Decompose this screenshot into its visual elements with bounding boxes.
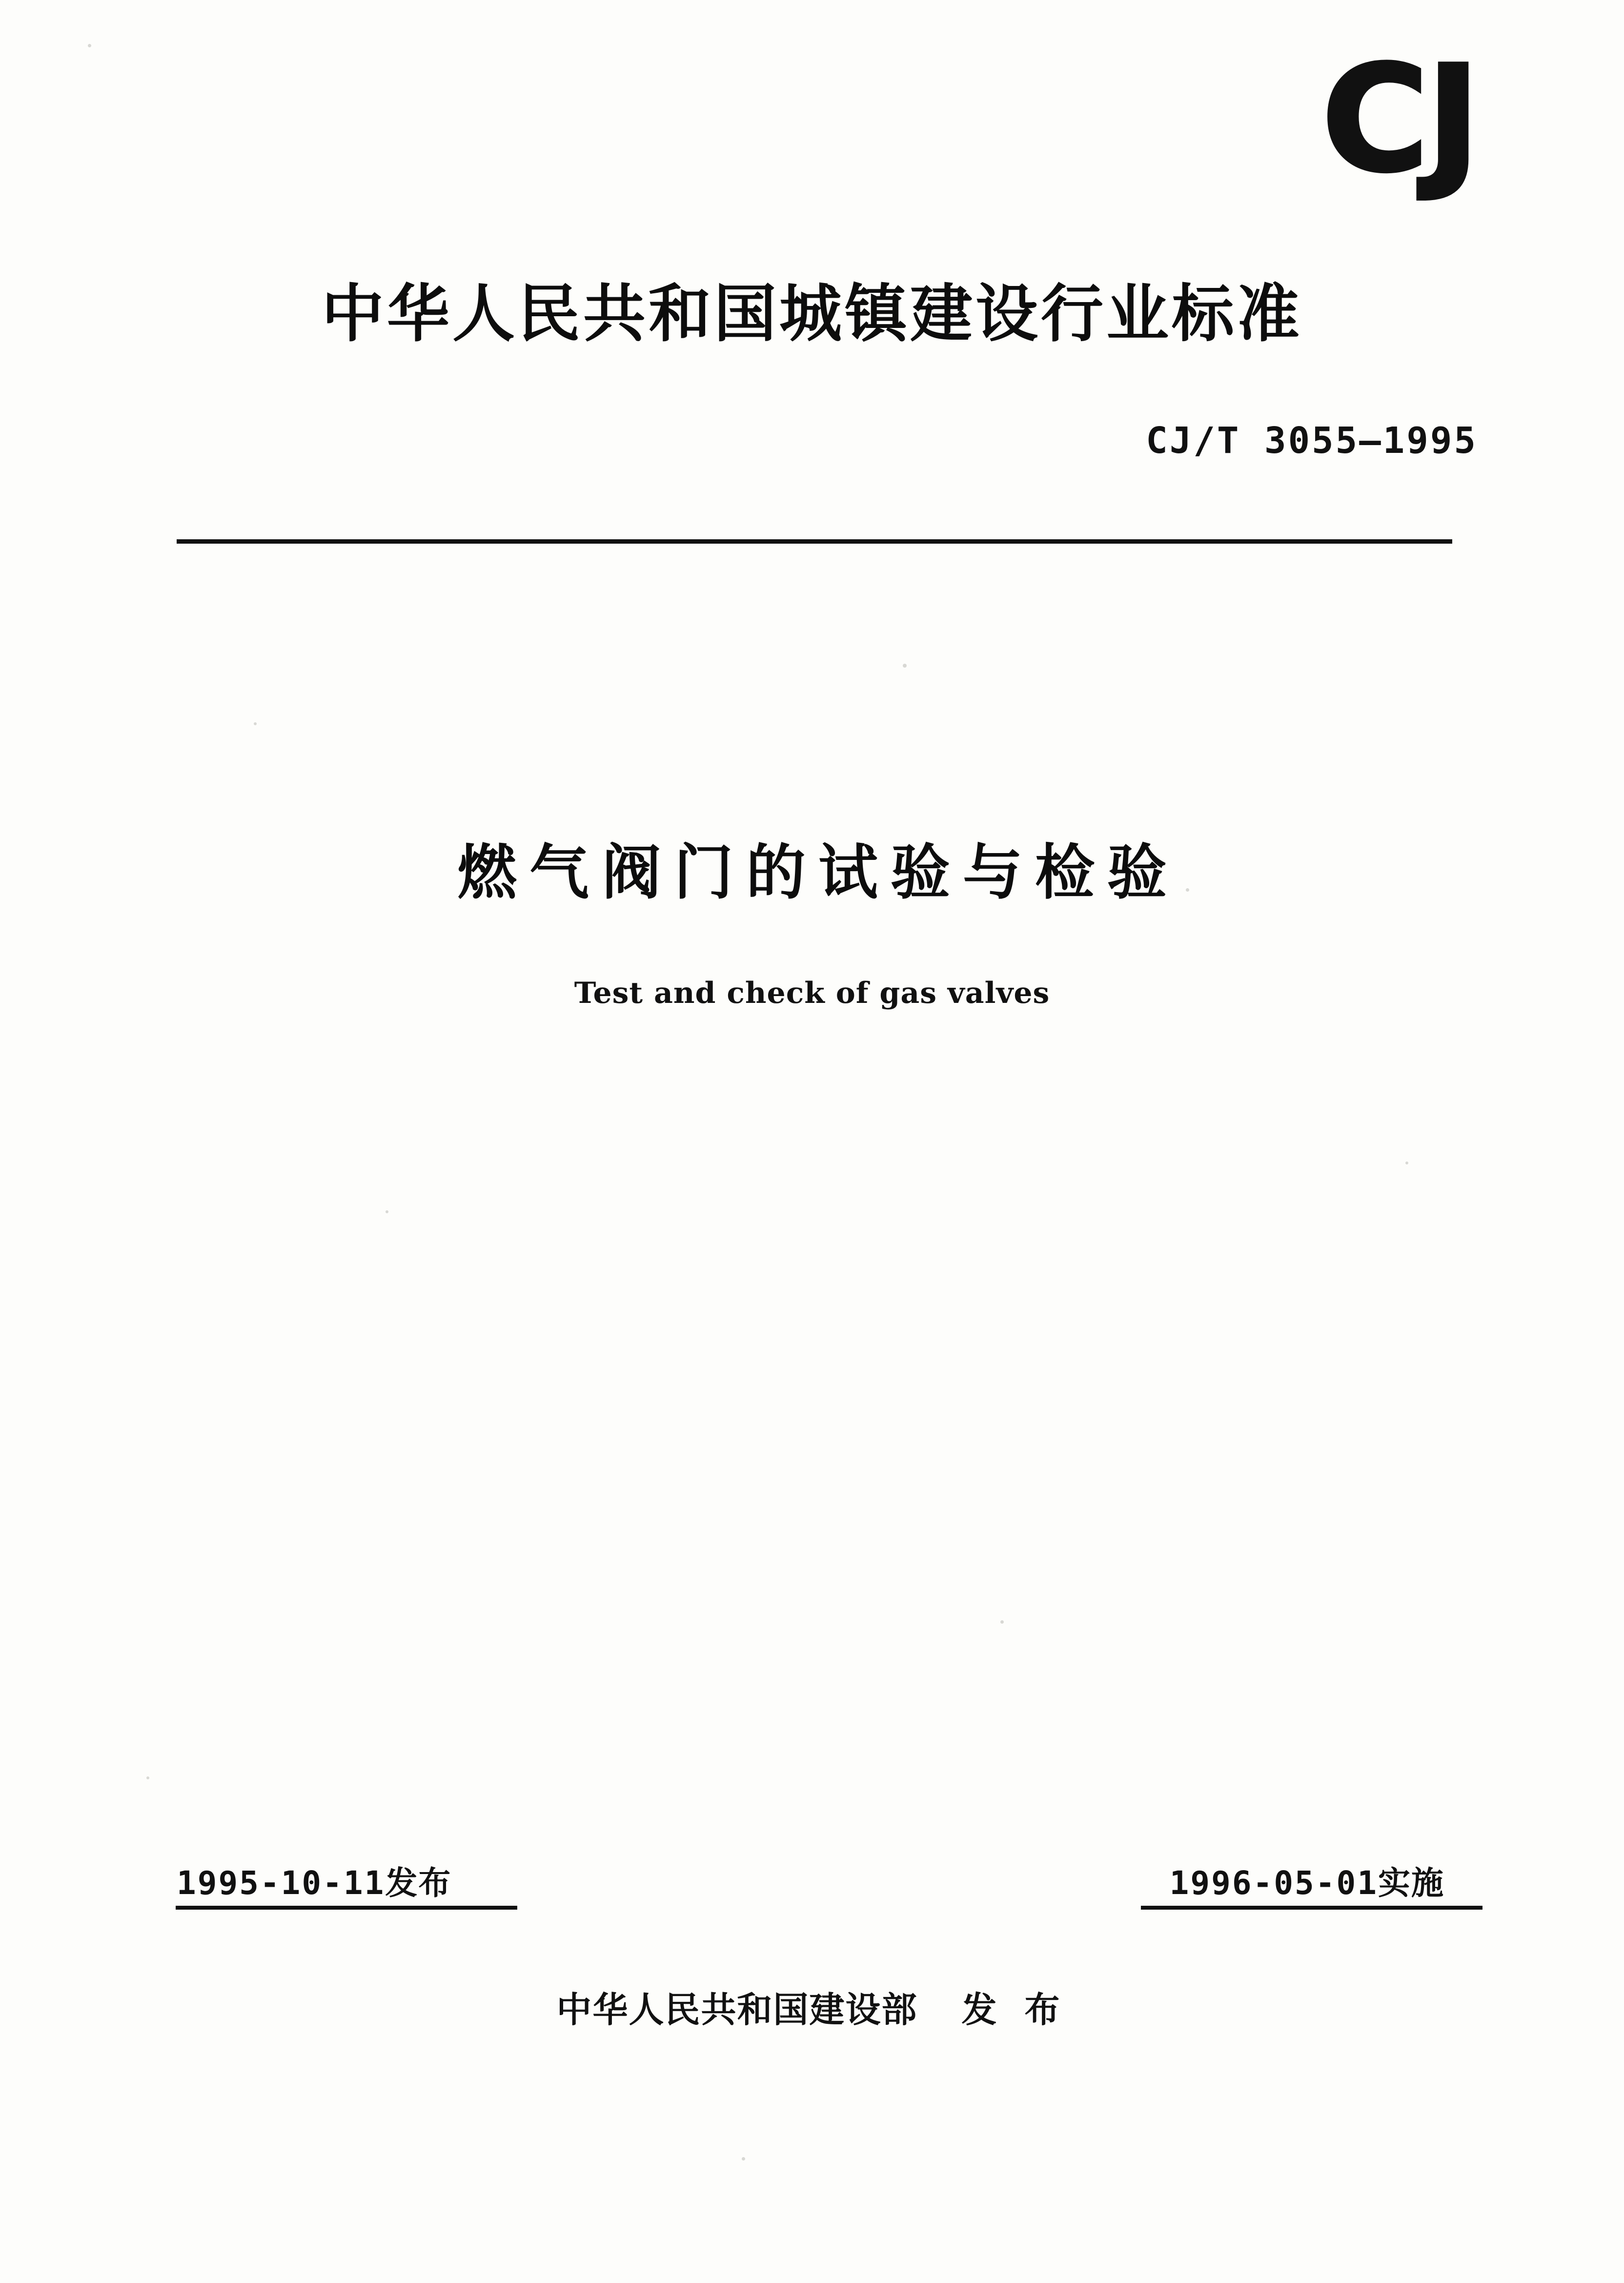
header-divider bbox=[177, 539, 1452, 544]
effective-date-label: 实施 bbox=[1378, 1864, 1444, 1902]
standard-number: CJ/T 3055—1995 bbox=[1146, 420, 1478, 462]
issue-date-group bbox=[177, 1857, 451, 1903]
document-title-en: Test and check of gas valves bbox=[574, 976, 1050, 1010]
publisher-line bbox=[0, 1981, 1624, 2032]
cj-logo: CJ bbox=[1321, 34, 1478, 204]
dates-row bbox=[177, 1859, 1452, 1903]
effective-date-underline bbox=[1141, 1906, 1482, 1910]
publisher-action: 发 布 bbox=[961, 1989, 1068, 2030]
issue-date: 1995-10-11 bbox=[177, 1864, 386, 1902]
effective-date: 1996-05-01 bbox=[1169, 1864, 1378, 1902]
document-title-cn: 燃气阀门的试验与检验 bbox=[457, 838, 1179, 907]
issue-date-label: 发布 bbox=[385, 1864, 452, 1902]
standard-series-title: 中华人民共和国城镇建设行业标准 bbox=[321, 278, 1302, 350]
effective-date-group bbox=[1170, 1857, 1444, 1903]
publisher-name: 中华人民共和国建设部 bbox=[556, 1989, 918, 2030]
issue-date-underline bbox=[176, 1906, 517, 1910]
